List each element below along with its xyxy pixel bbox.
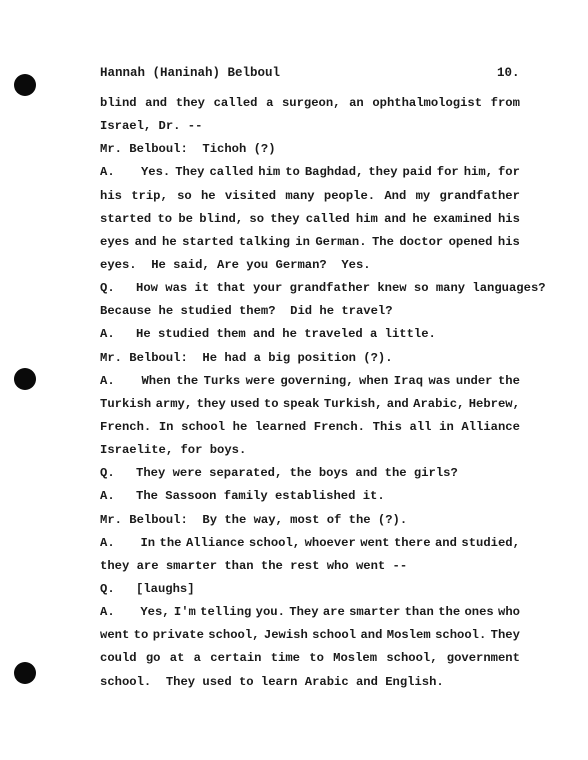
transcript-word: whoever xyxy=(304,535,356,550)
transcript-text: How was it that your grandfather knew so many languages? xyxy=(136,281,546,296)
transcript-word: in xyxy=(439,419,454,434)
transcript-word: his xyxy=(497,234,520,249)
speaker-label: A. xyxy=(100,327,115,342)
transcript-word: doctor xyxy=(399,234,444,249)
transcript-word: blind xyxy=(100,96,137,110)
transcript-word: many xyxy=(285,188,315,203)
transcript-word: ones xyxy=(464,605,494,620)
transcript-word: studied, xyxy=(461,535,520,550)
transcript-line xyxy=(100,115,520,138)
transcript-word: government xyxy=(446,651,520,666)
transcript-word: And xyxy=(384,188,407,203)
transcript-line xyxy=(100,601,520,624)
transcript-word: French. xyxy=(313,419,365,434)
speaker-label: A. xyxy=(100,373,115,388)
transcript-line xyxy=(100,92,520,115)
transcript-text: Mr. Belboul: He had a big position (?). xyxy=(100,350,393,365)
transcript-line xyxy=(100,578,520,601)
transcript-word: was xyxy=(428,373,451,388)
transcript-line xyxy=(100,462,520,485)
transcript-word: When xyxy=(141,373,171,388)
transcript-word: Moslem xyxy=(386,628,431,643)
page-header-title: Hannah (Haninah) Belboul xyxy=(100,66,281,80)
transcript-word: Iraq xyxy=(393,373,424,388)
speaker-label: Q. xyxy=(100,281,115,296)
transcript-word: called xyxy=(305,211,350,226)
transcript-text: Mr. Belboul: Tichoh (?) xyxy=(100,142,276,157)
transcript-word: surgeon, xyxy=(281,96,341,110)
transcript-word: an xyxy=(349,96,364,110)
transcript-word: so xyxy=(249,211,265,226)
transcript-word: governing, xyxy=(280,373,354,388)
transcript-word: he xyxy=(162,234,177,249)
transcript-line xyxy=(100,439,520,462)
transcript-line xyxy=(100,323,520,346)
transcript-word: so xyxy=(177,188,192,203)
transcript-word: him xyxy=(258,165,281,180)
transcript-line xyxy=(100,485,520,508)
transcript-line xyxy=(100,555,520,578)
transcript-word: he xyxy=(412,211,427,226)
transcript-word: Jewish xyxy=(263,628,308,643)
transcript-word: at xyxy=(169,651,185,666)
transcript-word: certain xyxy=(210,651,262,666)
transcript-word: they xyxy=(270,211,300,226)
transcript-word: to xyxy=(309,651,324,666)
transcript-word: They xyxy=(289,605,319,620)
transcript-word: you. xyxy=(255,605,285,620)
transcript-line xyxy=(100,138,520,161)
transcript-word: talking xyxy=(238,234,290,249)
transcript-word: in xyxy=(295,234,310,249)
transcript-word: are xyxy=(322,605,345,620)
transcript-word: school. xyxy=(435,628,487,643)
transcript-word: to xyxy=(263,396,279,411)
transcript-text: they are smarter than the rest who went -- xyxy=(100,558,408,573)
transcript-word: for xyxy=(497,165,520,180)
transcript-word: opened xyxy=(448,234,493,249)
transcript-word: ophthalmologist xyxy=(372,96,483,110)
transcript-word: paid xyxy=(402,165,432,180)
transcript-word: They xyxy=(175,165,205,180)
transcript-word: I'm xyxy=(173,605,196,620)
transcript-text: eyes. He said, Are you German? Yes. xyxy=(100,257,371,272)
transcript-word: his xyxy=(497,211,520,226)
transcript-word: all xyxy=(409,419,432,434)
transcript-word: In xyxy=(158,419,174,434)
transcript-word: and xyxy=(434,535,457,550)
transcript-word: to xyxy=(157,211,173,226)
transcript-word: the xyxy=(438,605,461,620)
transcript-word: Alliance xyxy=(461,419,520,434)
transcript-word: used xyxy=(230,396,260,411)
transcript-word: people. xyxy=(323,188,376,203)
transcript-word: my xyxy=(415,188,431,203)
transcript-word: school, xyxy=(386,651,438,666)
transcript-word: to xyxy=(285,165,300,180)
transcript-word: he xyxy=(232,419,248,434)
transcript-text: Israelite, for boys. xyxy=(100,443,247,458)
transcript-word: be xyxy=(178,211,193,226)
transcript-text: Mr. Belboul: By the way, most of the (?). xyxy=(100,512,408,527)
transcript-word: from xyxy=(490,96,520,110)
transcript-word: They xyxy=(490,628,520,643)
transcript-line xyxy=(100,393,520,416)
transcript-word: his xyxy=(100,188,122,203)
transcript-word: Hebrew, xyxy=(468,396,520,411)
transcript-word: eyes xyxy=(100,234,130,249)
transcript-word: school xyxy=(181,419,226,434)
transcript-text: [laughs] xyxy=(136,581,195,596)
transcript-word: they xyxy=(196,396,226,411)
transcript-word: The xyxy=(371,234,394,249)
transcript-word: they xyxy=(368,165,398,180)
transcript-word: time xyxy=(270,651,300,666)
transcript-word: school, xyxy=(208,628,260,643)
transcript-line xyxy=(100,347,520,370)
transcript-word: they xyxy=(175,96,205,110)
transcript-text: He studied them and he traveled a little. xyxy=(136,327,436,342)
transcript-word: Yes, xyxy=(140,605,170,620)
transcript-word: grandfather xyxy=(439,188,520,203)
transcript-word: blind, xyxy=(199,211,244,226)
transcript-word: under xyxy=(455,373,493,388)
transcript-word: went xyxy=(100,628,130,643)
transcript-word: there xyxy=(393,535,431,550)
transcript-word: were xyxy=(245,373,275,388)
transcript-word: when xyxy=(359,373,389,388)
transcript-word: Moslem xyxy=(333,651,378,666)
transcript-word: started xyxy=(182,234,234,249)
transcript-word: he xyxy=(200,188,216,203)
transcript-word: Arabic, xyxy=(413,396,465,411)
speaker-label: Q. xyxy=(100,466,115,481)
transcript-word: In xyxy=(140,535,156,550)
transcript-word: went xyxy=(360,535,390,550)
transcript-word: visited xyxy=(224,188,277,203)
transcript-line xyxy=(100,671,520,694)
transcript-word: Alliance xyxy=(185,535,245,550)
transcript-word: German. xyxy=(315,234,367,249)
speaker-label: A. xyxy=(100,165,115,180)
punch-hole-bottom xyxy=(14,662,36,684)
transcript-word: than xyxy=(404,605,434,620)
transcript-word: examined xyxy=(433,211,492,226)
transcript-word: and xyxy=(134,234,157,249)
transcript-text: They were separated, the boys and the girls? xyxy=(136,466,458,481)
transcript-line xyxy=(100,624,520,647)
transcript-word: started xyxy=(100,211,152,226)
transcript-word: and xyxy=(384,211,407,226)
speaker-label: Q. xyxy=(100,581,115,596)
transcript-word: smarter xyxy=(349,605,401,620)
transcript-word: speak xyxy=(282,396,320,411)
transcript-word: the xyxy=(497,373,520,388)
transcript-word: who xyxy=(498,605,520,620)
transcript-word: to xyxy=(133,628,149,643)
transcript-word: could xyxy=(100,651,137,666)
transcript-line xyxy=(100,208,520,231)
transcript-word: him, xyxy=(463,165,493,180)
transcript-line xyxy=(100,416,520,439)
speaker-label: A. xyxy=(100,535,115,550)
transcript-line xyxy=(100,509,520,532)
transcript-line xyxy=(100,231,520,254)
transcript-word: him xyxy=(355,211,378,226)
transcript-text: Because he studied them? Did he travel? xyxy=(100,304,393,319)
transcript-word: telling xyxy=(200,605,252,620)
transcript-word: a xyxy=(193,651,201,666)
transcript-word: and xyxy=(145,96,168,110)
speaker-label: A. xyxy=(100,489,115,504)
transcript-line xyxy=(100,370,520,393)
transcript-word: and xyxy=(360,628,383,643)
transcript-word: school, xyxy=(248,535,301,550)
transcript-word: French. xyxy=(100,419,152,434)
transcript-word: Baghdad, xyxy=(304,165,364,180)
transcript-line xyxy=(100,647,520,670)
punch-hole-middle xyxy=(14,368,36,390)
transcript-word: the xyxy=(159,535,182,550)
transcript-word: the xyxy=(176,373,199,388)
transcript-word: Turkish xyxy=(100,396,152,411)
transcript-word: learned xyxy=(254,419,307,434)
transcript-word: Yes. xyxy=(140,165,171,180)
transcript-text: The Sassoon family established it. xyxy=(136,489,385,504)
transcript-text: school. They used to learn Arabic and English. xyxy=(100,674,444,689)
transcript-body xyxy=(100,92,546,694)
transcript-line xyxy=(100,532,520,555)
transcript-line xyxy=(100,185,520,208)
transcript-word: called xyxy=(213,96,258,110)
transcript-word: This xyxy=(372,419,402,434)
transcript-word: called xyxy=(209,165,254,180)
transcript-word: for xyxy=(436,165,459,180)
punch-hole-top xyxy=(14,74,36,96)
transcript-line xyxy=(100,254,520,277)
transcript-word: go xyxy=(145,651,161,666)
transcript-line xyxy=(100,161,520,184)
transcript-word: Turkish, xyxy=(323,396,383,411)
transcript-word: a xyxy=(266,96,274,110)
transcript-word: army, xyxy=(155,396,193,411)
speaker-label: A. xyxy=(100,605,115,620)
transcript-word: Turks xyxy=(203,373,241,388)
page-number: 10. xyxy=(497,66,520,80)
transcript-word: and xyxy=(386,396,409,411)
transcript-word: school xyxy=(312,628,357,643)
transcript-word: private xyxy=(152,628,204,643)
transcript-word: trip, xyxy=(131,188,168,203)
transcript-line xyxy=(100,300,520,323)
transcript-text: Israel, Dr. -- xyxy=(100,119,203,134)
transcript-line xyxy=(100,277,546,300)
